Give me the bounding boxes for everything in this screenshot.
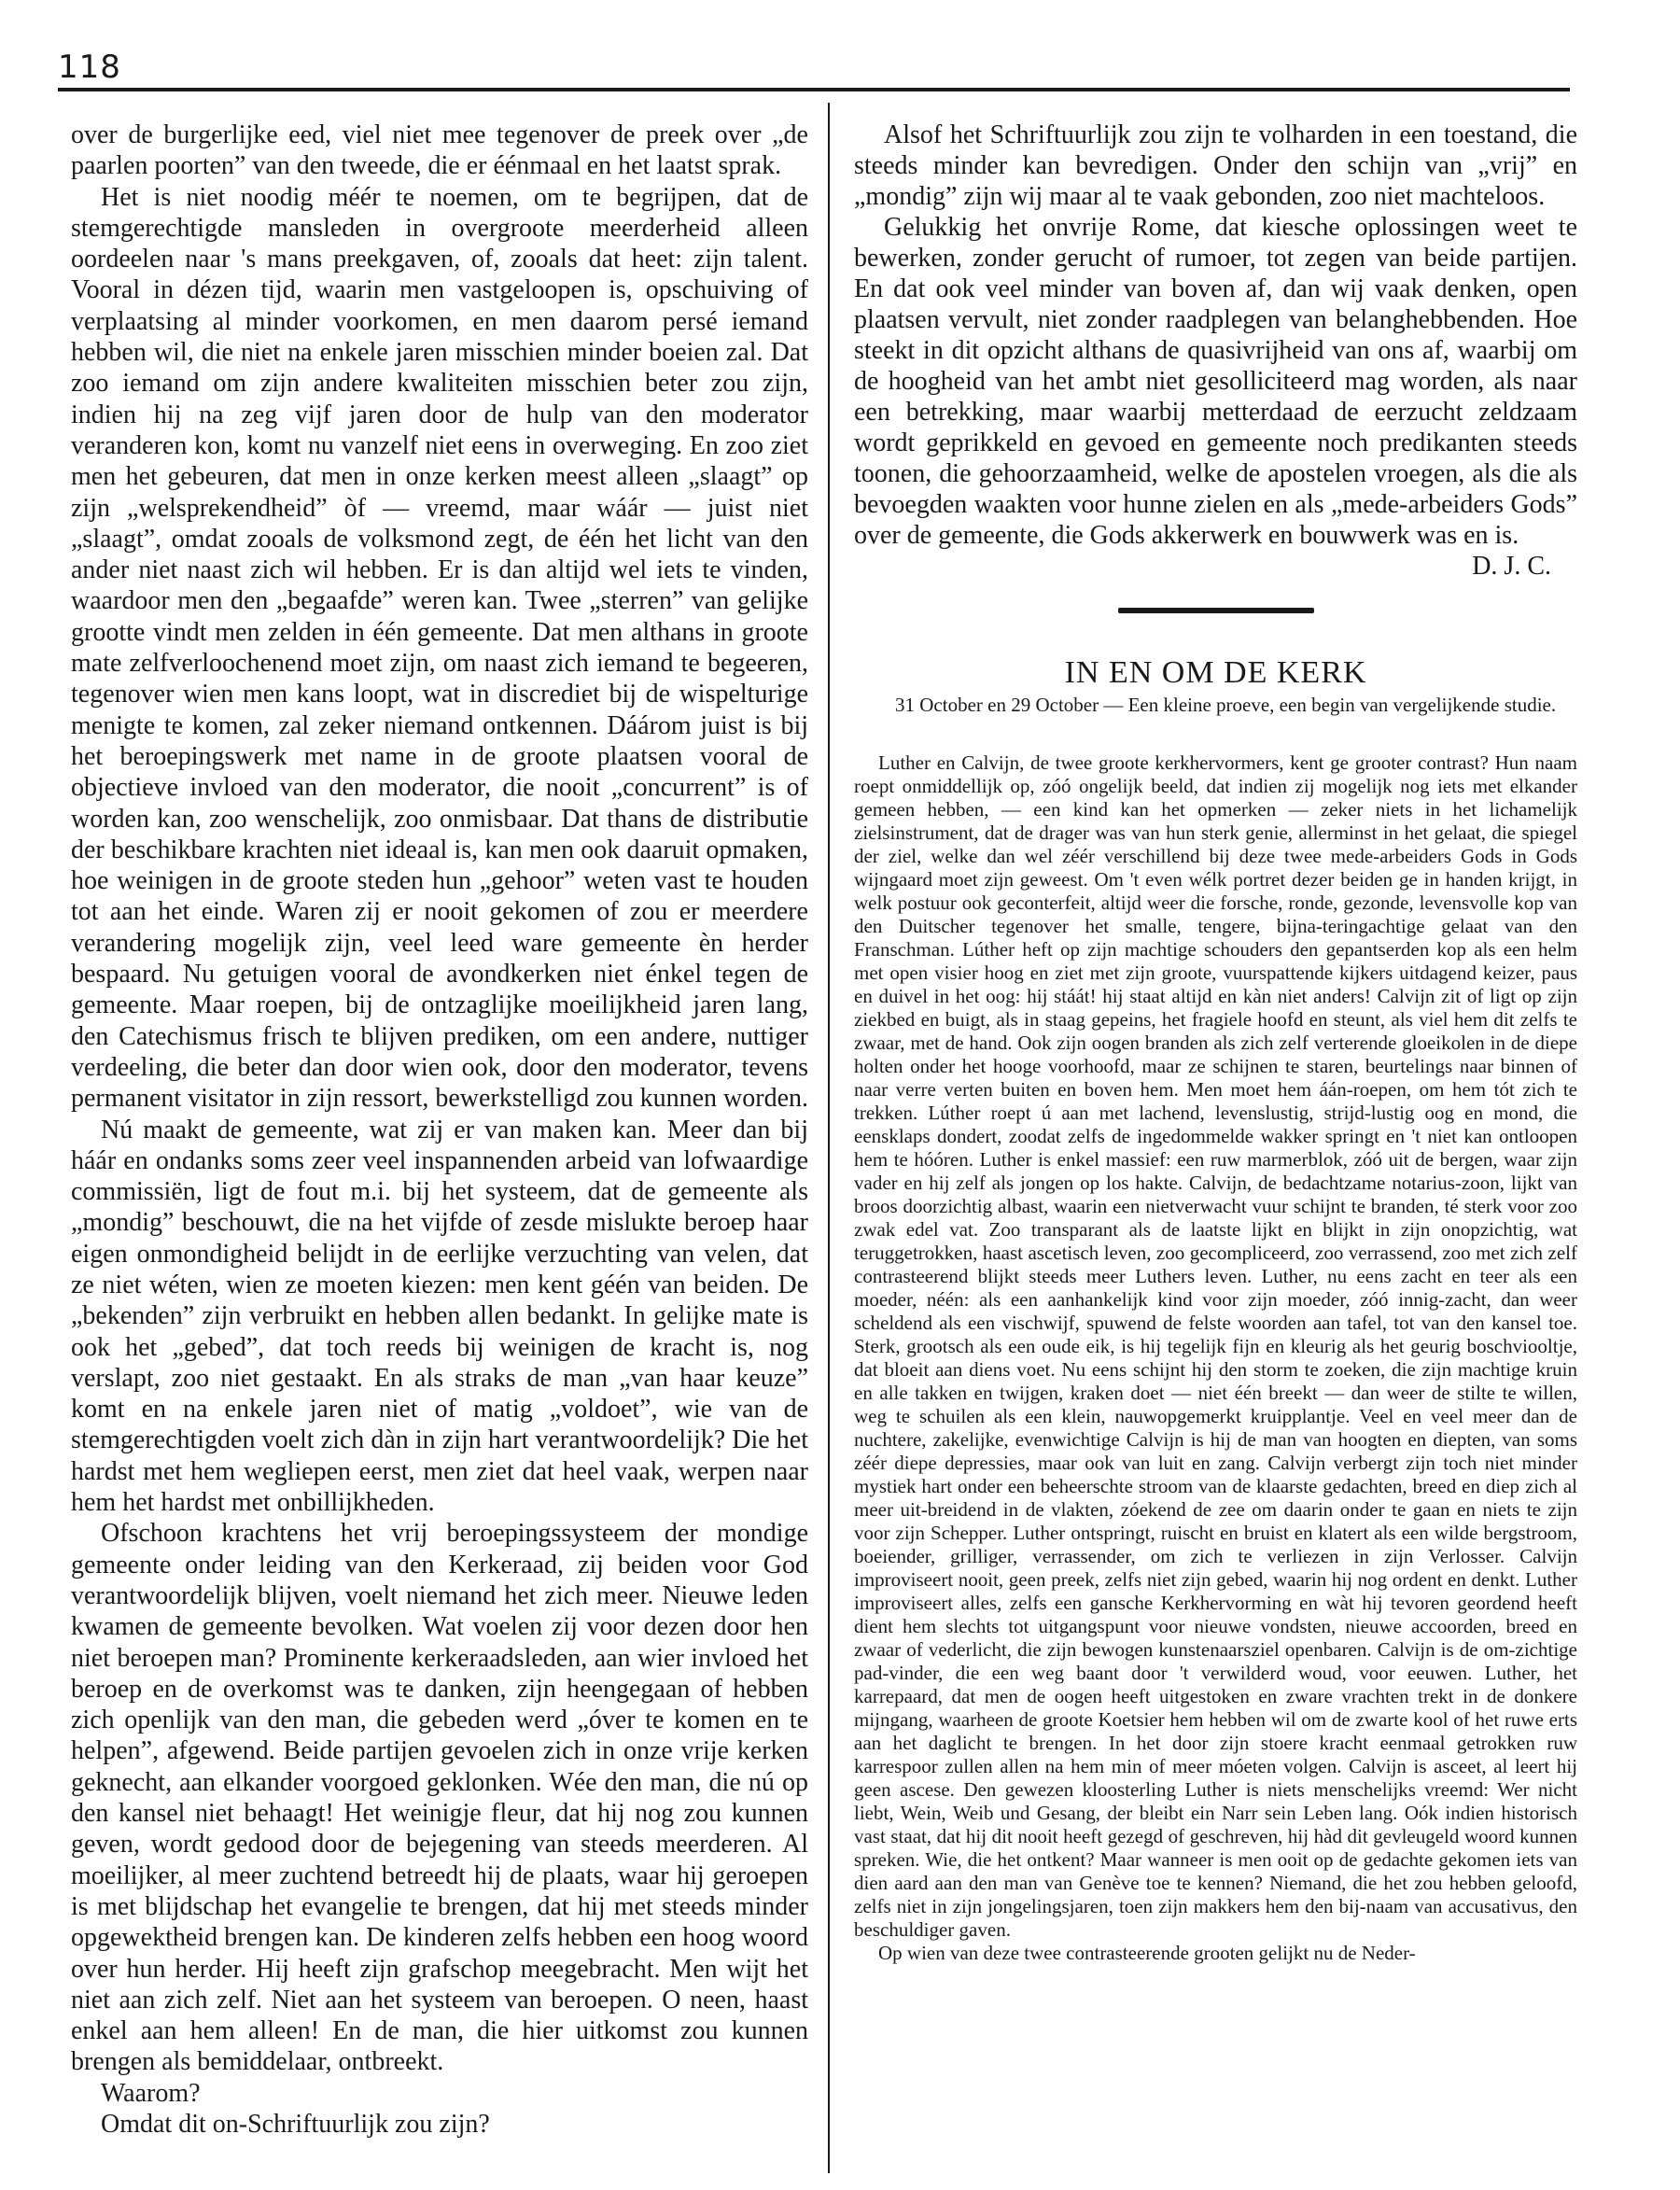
article-ending bbox=[854, 119, 1577, 582]
left-column bbox=[71, 119, 808, 2140]
right-column bbox=[854, 119, 1577, 1965]
paragraph: Omdat dit on-Schriftuurlijk zou zijn? bbox=[101, 2110, 490, 2139]
section-title: IN EN OM DE KERK bbox=[1064, 655, 1367, 690]
paragraph: Luther en Calvijn, de twee groote kerkhervormers, kent ge grooter contrast? Hun naam roept onmiddellijk op, zóó ongelijk beeld, dat indien zij mogelijk nog iets met elkander gemeen hebben, — een kind kan het opmerken — zeker niets in het lichamelijk zielsinstrument, dat de drager was van hun sterk genie, allerminst in het gelaat, die spiegel der ziel, welke dan wel zéér verschillend bij deze twee mede-arbeiders Gods in Gods wijngaard moet zijn geweest. Om 't even wélk portret dezer beiden ge in handen krijgt, in welk postuur ook geconterfeit, altijd weer die forsche, ronde, gezonde, levensvolle kop van den Duitscher tegenover het smalle, tengere, bijna-teringachtige gelaat van den Franschman. Lúther heft op zijn machtige schouders den gepantserden kop als een helm met open visier hoog en ziet met zijn groote, vuurspattende kijkers uitdagend keizer, paus en duivel in het oog: hij stáát! hij staat altijd en kàn niet anders! Calvijn zit of ligt op zijn ziekbed en buigt, als in staag gepeins, het fragiele hoofd en steunt, als viel hem dit zelfs te zwaar, met de hand. Ook zijn oogen branden als zich zelf verterende gloeikolen in de diepe holten onder het hooge voorhoofd, maar ze schijnen te staren, beurtelings naar binnen of naar verre verten buiten en boven hem. Men moet hem áán-roepen, om hem tót zich te trekken. Lúther roept ú aan met lachend, levenslustig, strijd-lustig oog en mond, die eensklaps dondert, zoodat zelfs de ingedommelde wakker springt en 't niet kan ontloopen hem te hóóren. Luther is enkel massief: een ruw marmerblok, zóó uit de bergen, waar zijn vader en hij zelf als jongen op los hakte. Calvijn, de bedachtzame notarius-zoon, lijkt van broos doorzichtig albast, waarin een nietverwacht vuur schijnt te branden, té sterk voor zoo zwak edel vat. Zoo transparant als de laatste lijkt en blijkt in zijn onopzichtig, wat teruggetrokken, haast ascetisch leven, zoo gecompliceerd, zoo verrassend, zoo met zich zelf contrasteerend blijkt steeds meer Luthers leven. Luther, nu eens zacht en teer als een moeder, néén: als een aanhankelijk kind voor zijn moeder, zóó innig-zacht, dan weer scheldend als een vischwijf, spuwend de felste woorden aan tafel, tot van den kansel toe. Sterk, grootsch als een oude eik, is hij tegelijk fijn en kleurig als het geurig boschviooltje, dat bloeit aan diens voet. Nu eens schijnt hij den storm te zoeken, die zijn machtige kruin en alle takken en twijgen, kraken doet — niet één breekt — dan weer de stilte te willen, weg te schuilen als een klein, nauwopgemerkt kruipplantje. Veel en veel meer dan de nuchtere, zakelijke, evenwichtige Calvijn is hij de man van hoogten en diepten, van soms zéér diepe depressies, maar ook van luit en zang. Calvijn verbergt zijn toch niet minder mystiek hart onder een beheerschte stroom van de klaarste gedachten, breed en diep zich al meer uit-breidend in de vlakten, zóekend de zee om daarin onder te gaan en niets te zijn voor zijn Schepper. Luther ontspringt, ruischt en bruist en klatert als een wilde bergstroom, boeiender, grilliger, verrassender, om zich te verliezen in zijn Verlosser. Calvijn improviseert nooit, geen preek, zelfs niet zijn gebed, waarin hij nog ordent en denkt. Luther improviseert alles, zelfs een gansche Kerkhervorming en wàt hij tevoren geordend heeft dient hem slechts tot uitgangspunt voor nieuwe vondsten, nieuwe accoorden, breed en zwaar of vederlicht, die zijn bewogen kunstenaarsziel openbaren. Calvijn is de om-zichtige pad-vinder, die een weg baant door 't verwilderd woud, voor eeuwen. Luther, het karrepaard, dat men de oogen heeft uitgestoken en zware vrachten trekt in de donkere mijngang, waarheen de groote Koetsier hem hebben wil om de zwarte kool of het ruwe erts aan het daglicht te brengen. In het door zijn stoere kracht eenmaal getrokken ruw karrespoor zullen allen na hem min of meer móeten volgen. Calvijn is asceet, al leert hij geen ascese. Den gewezen kloosterling Luther is niets menschelijks vreemd: Wer nicht liebt, Wein, Weib und Gesang, der bleibt ein Narr sein Leben lang. Oók indien historisch vast staat, dat hij dit nooit heeft gezegd of geschreven, hij hàd dit gevleugeld woord kunnen spreken. Wie, die het ontkent? Maar wanneer is men ooit op de gedachte gekomen iets van dien aard aan den man van Genève toe te kennen? Niemand, die het zou hebben geloofd, zelfs niet in zijn jongelingsjaren, toen zijn makkers hem den bij-naam van accusativus, den beschuldiger gaven. bbox=[854, 751, 1577, 1941]
paragraph: Waarom? bbox=[101, 2078, 201, 2108]
paragraph: Gelukkig het onvrije Rome, dat kiesche oplossingen weet te bewerken, zonder gerucht of rumoer, tot zegen van beide partijen. En dat ook veel minder van boven af, dan wij vaak denken, open plaatsen vervult, niet zonder raadplegen van belanghebbenden. Hoe steekt in dit opzicht althans de quasivrijheid van ons af, waarbij om de hoogheid van het ambt niet gesolliciteerd mag worden, als naar een betrekking, maar waarbij metterdaad de eerzucht zeldzaam wordt geprikkeld en gevoed en gemeente noch predikanten steeds toonen, die gehoorzaamheid, welke de apostelen vroegen, als die als bevoegden waakten voor hunne zielen en als „mede-arbeiders Gods” over de gemeente, die Gods akkerwerk en bouwwerk was en is. bbox=[854, 213, 1577, 550]
paragraph: Alsof het Schriftuurlijk zou zijn te volharden in een toestand, die steeds minder kan bevredigen. Onder den schijn van „vrij” en „mondig” zijn wij maar al te vaak gebonden, zoo niet machteloos. bbox=[854, 120, 1577, 211]
author-signature: D. J. C. bbox=[1472, 552, 1551, 581]
header-rule bbox=[58, 88, 1570, 91]
paragraph: Ofschoon krachtens het vrij beroepingssysteem der mondige gemeente onder leiding van den Kerkeraad, zij beiden voor God verantwoordelijk blijven, voelt niemand het zich meer. Nieuwe leden kwamen de gemeente bevolken. Wat voelen zij voor dezen door hen niet beroepen man? Prominente kerkeraadsleden, aan wier invloed het beroep en de overkomst was te danken, zijn heengegaan of hebben zich openlijk van den man, die gebeden werd „óver te komen en te helpen”, afgewend. Beide partijen gevoelen zich in onze vrije kerken geknecht, aan elkander voorgoed geklonken. Wée den man, die nú op den kansel niet behaagt! Het weinigje fleur, dat hij nog zou kunnen geven, wordt gedood door de bejegening van steeds meerderen. Al moeilijker, al meer zuchtend betreedt hij de plaats, waar hij geroepen is met blijdschap het evangelie te brengen, dat hij met steeds minder opgewektheid brengen kan. De kinderen zelfs hebben een hoog woord over hun herder. Hij heeft zijn grafschop meegebracht. Men wijt het niet aan zich zelf. Niet aan het systeem van beroepen. O neen, haast enkel aan hem alleen! En de man, die hier uitkomst zou kunnen brengen als bemiddelaar, ontbreekt. bbox=[71, 1519, 808, 2077]
paragraph: over de burgerlijke eed, viel niet mee tegenover de preek over „de paarlen poorten” van den tweede, die er éénmaal en het laatst sprak. bbox=[71, 120, 808, 181]
paragraph: Nú maakt de gemeente, wat zij er van maken kan. Meer dan bij háár en ondanks soms zeer veel inspannenden arbeid van lofwaardige commissiën, ligt de fout m.i. bij het systeem, dat de gemeente als „mondig” beschouwt, die na het vijfde of zesde mislukte beroep haar eigen onmondigheid belijdt in de eerlijke verzuchting van velen, dat ze niet wéten, wien ze moeten kiezen: men kent géén van beiden. De „bekenden” zijn verbruikt en hebben allen bedankt. In gelijke mate is ook het „gebed”, dat toch reeds bij weinigen de kracht is, nog verslapt, zoo niet gestaakt. En als straks de man „van haar keuze” komt en na enkele jaren niet of matig „voldoet”, wie van de stemgerechtigden voelt zich dàn in zijn hart verantwoordelijk? Die het hardst met hem wegliepen eerst, men ziet dat heel vaak, werpen naar hem het hardst met onbillijkheden. bbox=[71, 1115, 808, 1518]
section-ornament bbox=[1118, 608, 1314, 613]
paragraph: Het is niet noodig méér te noemen, om te begrijpen, dat de stemgerechtigde mansleden in overgroote meerderheid alleen oordeelen naar 's mans preekgaven, of, zooals dat heet: zijn talent. Vooral in dézen tijd, waarin men vastgeloopen is, opschuiving of verplaatsing al minder voorkomen, en men daarom persé iemand hebben wil, die niet na enkele jaren misschien minder boeien zal. Dat zoo iemand om zijn andere kwaliteiten misschien beter zou zijn, indien hij na zeg vijf jaren door de hulp van den moderator veranderen kon, komt nu vanzelf niet eens in overweging. En zoo ziet men het gebeuren, dat men in onze kerken meest alleen „slaagt” op zijn „welsprekendheid” òf — vreemd, maar wáár — juist niet „slaagt”, omdat zooals de volksmond zegt, de één het licht van den ander niet naast zich wil hebben. Er is dan altijd wel iets te vinden, waardoor men den „begaafde” weren kan. Twee „sterren” van gelijke grootte vindt men zelden in één gemeente. Dat men althans in groote mate zelfverloochenend moet zijn, om naast zich iemand te begeeren, tegenover wien men kans loopt, wat in discrediet bij de wispelturige menigte te komen, zal zeker niemand ontkennen. Dáárom juist is bij het beroepingswerk met name in de groote plaatsen vooral de objectieve invloed van den moderator, die nooit „concurrent” is of worden kan, zoo wenschelijk, zoo onmisbaar. Dat thans de distributie der beschikbare krachten niet ideaal is, kan men ook daaruit opmaken, hoe weinigen in de groote steden hun „gehoor” weten vast te houden tot aan het einde. Waren zij er nooit gekomen of zou er meerdere verandering mogelijk zijn, veel leed ware gemeente èn herder bespaard. Nu getuigen vooral de avondkerken niet énkel tegen de gemeente. Maar roepen, bij de ontzaglijke moeilijkheid jaren lang, den Catechismus frisch te blijven prediken, om een andere, nuttiger verdeeling, die beter dan door wien ook, door den moderator, tevens permanent visitator in zijn ressort, bewerkstelligd zou kunnen worden. bbox=[71, 182, 809, 1114]
paragraph: Op wien van deze twee contrasteerende grooten gelijkt nu de Neder- bbox=[878, 1942, 1416, 1964]
column-divider bbox=[828, 103, 830, 2173]
section-subtitle: 31 October en 29 October — Een kleine proeve, een begin van vergelijkende studie. bbox=[895, 694, 1557, 716]
page-number: 118 bbox=[58, 49, 121, 86]
section-body bbox=[854, 751, 1577, 1965]
